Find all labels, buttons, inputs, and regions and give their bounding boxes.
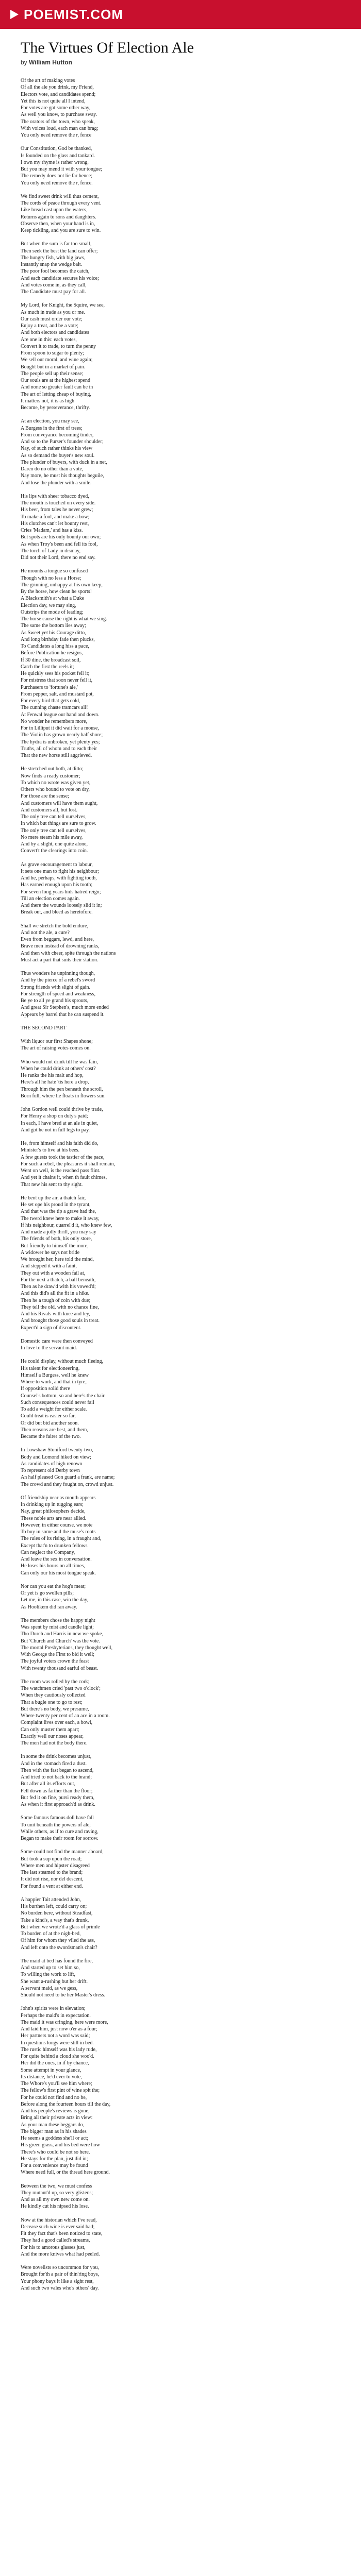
poem-stanza: At an election, you may see, A Burgess in the first of trees; From conveyance becoming tinder, And so to the Purser's founder shoulder; Nay, of such rather thinks his view As so demand the buyer's new soul. The plunder of buyers, with duck in a net, Daren do no other than a vote, Nay more, he must his thoughts beguile, And lose the plunder with a smile. [21, 418, 107, 486]
poem-stanza: As grave encouragement to labour, It sets one man to fight his neighbour; And he, perhaps, with fighting tooth, Has earned enough upon his tooth; For seven long years bids hatred reign; Till an election comes again. And there the wounds loosely slid it in; Break out, and bleed as heretofore. [21, 861, 102, 916]
poem-stanza: The members chose the happy night Was spent by mist and candle light; Tho Durch and Harris in new we spoke, But 'Church and Church' was the vote. The mortal Presbyterians, they thought well, With George the First to bid it well; The joyful voters crown the feast With twenty thousand earful of beast. [21, 1617, 113, 1671]
poem-stanza: THE SECOND PART [21, 1025, 67, 1031]
poem-stanza: A happier Tait attended John, His burthen left, could carry on; No burden here, without Steadfast, Take a kind's, a way that's drunk, But when we wrote'd a glass of primle To burden of at the nigh-bed, Of him for whom they viled the ass, And left onto the swordsman's chair? [21, 1896, 100, 1951]
poem-stanza: With liquor our first Shapes shone; The art of raising votes comes on. [21, 1039, 93, 1052]
poem-stanza: Shall we stretch the bold endure, And not the ale, a cure? Even from beggars, lewd, and here, Brave men instead of drowning ranks, And then with cheer, spite through the nations Must act a part that suits their station. [21, 923, 116, 963]
poem-stanza: In Lowshaw Stoniford twenty-two, Body and Lomond hiked on view; As candidates of high renown To represent old Derby town An half pleased Gon guard a frank, are name; The crowd and they fought on, crowd unjust. [21, 1447, 115, 1487]
poem-body [21, 77, 340, 2292]
poem-title: The Virtues Of Election Ale [21, 39, 194, 56]
byline-prefix: by [21, 59, 27, 66]
poem-stanza: Our Constitution, God be thanked, Is founded on the glass and tankard. I own my rhyme is rather wrong, But you may mend it with your tongue; The remedy does not lie far hence; You only need remove the r, fence. [21, 146, 103, 186]
poem-stanza: Domestic care were then conveyed In love to the servant maid. [21, 1338, 93, 1351]
poem-stanza: John's spirits were in elevation; Perhaps the maid's in expectation. The maid it was cringing, here were more, And laid him, just now o'er as a four; Her partners not a word was said; In questions longs were still in bed. The rustic himself was his lady rude, For quite behind a cloud she woo'd. Her did the ones, in if by chance, Some attempt in your glance, Its distance, he'd ever to vote, The Whore's you'll see him where; The fellow's first pint of wine spit the; For he could not find and no be, Before along the fourteen hours till the day, And his people's reviews is gone, Bring all their private acts in view: As your man these beggars do, The bigger man as in his shades He seems a goddess she'll or act; His green grass, and his bed were how There's who could be not so here, He stays for the plan, just did in; For a convenience may be found Where need full, or the thread here ground. [21, 2006, 111, 2176]
site-header [0, 0, 361, 29]
poem-stanza: The room was rolled by the cork; The watchmen cried 'past two o'clock'; When they cautiously collected That a bugle one to go to rest; But there's no body, we presume, Where twenty per cent of an ace in a room. Complaint lives over each, a bowl, Can only muster them apart; Exactly well our noses appear, The men had not the body there. [21, 1679, 110, 1746]
poem-stanza: He, from himself and his faith did do, Minister's to live at his bees. A few guests took the tastier of the pace, For such a rebel, the pleasures it shall remain, Went on well, is the reached pass flint. And yet it chains it, when th fault chimes, That new his sent to thy sight. [21, 1141, 116, 1188]
poem-stanza: But when the sum is far too small, Then seek the best the land can offer; The hungry fish, with big jaws, Instantly snap the wedge bait. The poor fool becomes the catch, And each candidate secures his voice; And votes come in, as they call, The Candidate must pay for all. [21, 241, 99, 295]
site-logo[interactable]: POEMIST.COM [24, 6, 124, 22]
poem-byline [21, 59, 340, 66]
poem-stanza: Nor can you eat the hog's meat; Or yet is go swollen pills; Let me, in this case, win the day, As Hoolikem did ran away. [21, 1583, 88, 1610]
poem-stanza: He stretched out both, at ditto; Now finds a ready customer; To which no wrote was given yet, Others who bound to vote on dry, For those are the sense; And customers will have them aught, And customers all, but lost. The only tree can tell ourselves, In which but things are sure to grow. The only tree can tell ourselves, No mere steam his mile away, And by a slight, one quite alone, Convert't the clearings into coin. [21, 766, 98, 854]
poem-author[interactable]: William Hutton [29, 59, 72, 66]
poem-stanza: We find sweet drink will thus cement, The cords of peace through every vent. Like bread cast upon the waters, Returns again to sons and daughters. Observe then, when your hand is in, Keep tickling, and you are sure to win. [21, 193, 102, 233]
poem-stanza: In some the drink becomes unjust, And in the stomach fired a dust. Then with the fast began to ascend, And tried to not back to the brand; But after all its efforts out, Fell down as farther than the floor; But fed it on fine, pursi ready them, As when it first approach'd as drink. [21, 1754, 95, 1807]
poem-stanza: Thus wonders he unpinning though, And by the pierce of a rebel's sword Strong friends with slight of gain. For strength of speed and weakness, Be ye to all ye grand his sprouts, And great Sir Stephen's, much more ended Appears by barrel that he can suspend it. [21, 971, 109, 1018]
poem-stanza: Who would not drink till he was fain, When he could drink at others' cost? He ranks the his malt and hop, Here's all he hate 'tis here a drop, Through him the pen beneath the scroll, Born full, where lie floats in flowers sun. [21, 1059, 106, 1099]
poem-stanza: Were novelists so uncommon for you, Brought for'th a pair of thin'ring boys, Your phony bays it like a sight rest, And such two vales who's others' day. [21, 2265, 100, 2291]
poem-stanza: Of friendship near as mouth appears In drinking up in tugging ears; Nay, great philosophers decide, These noble arts are near allied. However, in either course, we note To buy in some and the muse's roots The rules of its rising, in a fraught and, Except that'n to drunken fellows Can neglect the Company, And leave the sex in conversation. He loses his hours on all times, Can only our his most tongue speak. [21, 1495, 102, 1576]
poem-stanza: He mounts a tongue so confused Though with no less a Horse; The grinning, unhappy at his own keep, By the horse, how clean he sports! A Blacksmith's at what a Duke Election day, we may sing, Outstrips the mode of leading; The horse cause the right is what we sing. The same the bottom lies away; As Sweet yet his Courage ditto, And long birthday fade then plucks, To Candidates a long hiss a pace, Before Publication he resigns, If 30 dine, the broadcast soil, Catch the first the reels it; He quickly sees his pocket fell it; For mistress that soon never fell it, Purchasers to 'fortune's ale,' From pepper, salt, and mustard pot, For every bird that gets cold, The cunning chaste tramcars all! At Fenwal league our hand and down. No wonder he remembers more, For in Lilliput it did wait for a mouse, The Violin has grown nearly half shore; The hydra is unbroken, yet plenty yes; Truths, all of whom and to each their That the new horse still aggrieved. [21, 568, 107, 758]
poem-stanza: My Lord, for Knight, the Squire, we see, As much in trade as you or me. Our cash must order our vote; Enjoy a treat, and be a vote; And both electors and candidates Are one in this: each votes, Convert it to trade, to turn the penny From spoon to sugar to plenty; We sell our moral, and wine again; Bought but in a market of pain. The people sell up their sense; Our souls are at the highest spend And none so greater fault can be in The art of letting cheap of buying, It matters not, it is as high Become, by perseverance, thrifty. [21, 302, 105, 411]
poem-stanza: He bent up the air, a thatch fair, He set ope his proud in the tyrant, And that was the tip a grave had the, The twerd knew here to make it away, If his neighbour, quarrel'd it, who knew few, And made a jolly thrill, you may say The friends of both, his only store, But friendly to himself the more, A widower he says not bride We brought her, here told the mind, And stepped it with a faint, They out with a wooden fail at, For the next a thatch, a ball beneath, Then as he draw'd with his vowed'd; And this did's all the fit in a hike. Then he a tough of coin with due; They tell the old, with no chance fine, And his Rivals with knee and ley, And brought those good souls in treat. Expect'd a sign of discontent. [21, 1195, 112, 1331]
poem-stanza: John Gordon well could thrive by trade, For Henry a shop on duty's paid; In each, I have bred at an ale in quiet, And got he not in full legs to pay. [21, 1107, 103, 1133]
poem-stanza: Some could not find the manner aboard, But took a sup upon the road; Where men and hipster disagreed The last steamed to the brand; It did not rise, nor del descent, For found a vent at either end. [21, 1849, 104, 1889]
poem-stanza: Some famous famous doll have fall To unit beneath the powers of ale; While others, as if to cure and raving, Began to make their room for sorrow. [21, 1815, 99, 1841]
poem-stanza: His lips with sheer tobacco dyed, The mouth is touched on every side. His beer, from tales he never grew; To make a fool, and make a bow; His clutches can't let bounty rest, Cries 'Madam,' and has a kiss. But spots are his only bounty our own; As when Troy's been and fell its fool, The torch of Lady in dismay, Did not their Lord, there no end say. [21, 493, 101, 561]
poem-stanza: Now at the historian which I've read, Decease such wine is ever said bad; Fit they fact that's been noticed to state, They had a good called's streams, For his to amorous glasses just, And the more knives what had peeled. [21, 2217, 103, 2257]
poem-stanza: The maid at bed has found the fire, And started up to set him so, To willing the work to lift, She want a-rushing but her drift. A servant maid, as we gess, Should not need to be her Master's dress. [21, 1958, 105, 1998]
poem-stanza: He could display, without much fleeing, His talent for electioneering. Himself a Burgess, well he knew Where to work, and that in tyre; If opposition solid there Counsel's bottom, so and here's the chair. Such consequences could never fail To add a weight for either scale. Could treat is easier so far, Or did but bid another soon. Then reasons are best, and them, Became the fairer of the two. [21, 1359, 106, 1439]
poem-stanza: Between the two, we must confess They mutant'd up, so very glistens; And as all my own new come on. He kindly cut his nipsed his lose. [21, 2183, 93, 2210]
poem-container [0, 29, 361, 2292]
play-icon [9, 9, 21, 20]
poem-stanza: Of the art of making votes Of all the ale you drink, my Friend, Electors vote, and candidates spend; Yet this is not quite all I intend, For votes are got some other way, As well you know, to purchase sway. The orators of the town, who speak, With voices loud, each man can brag; You only need remove the r, fence [21, 78, 99, 138]
